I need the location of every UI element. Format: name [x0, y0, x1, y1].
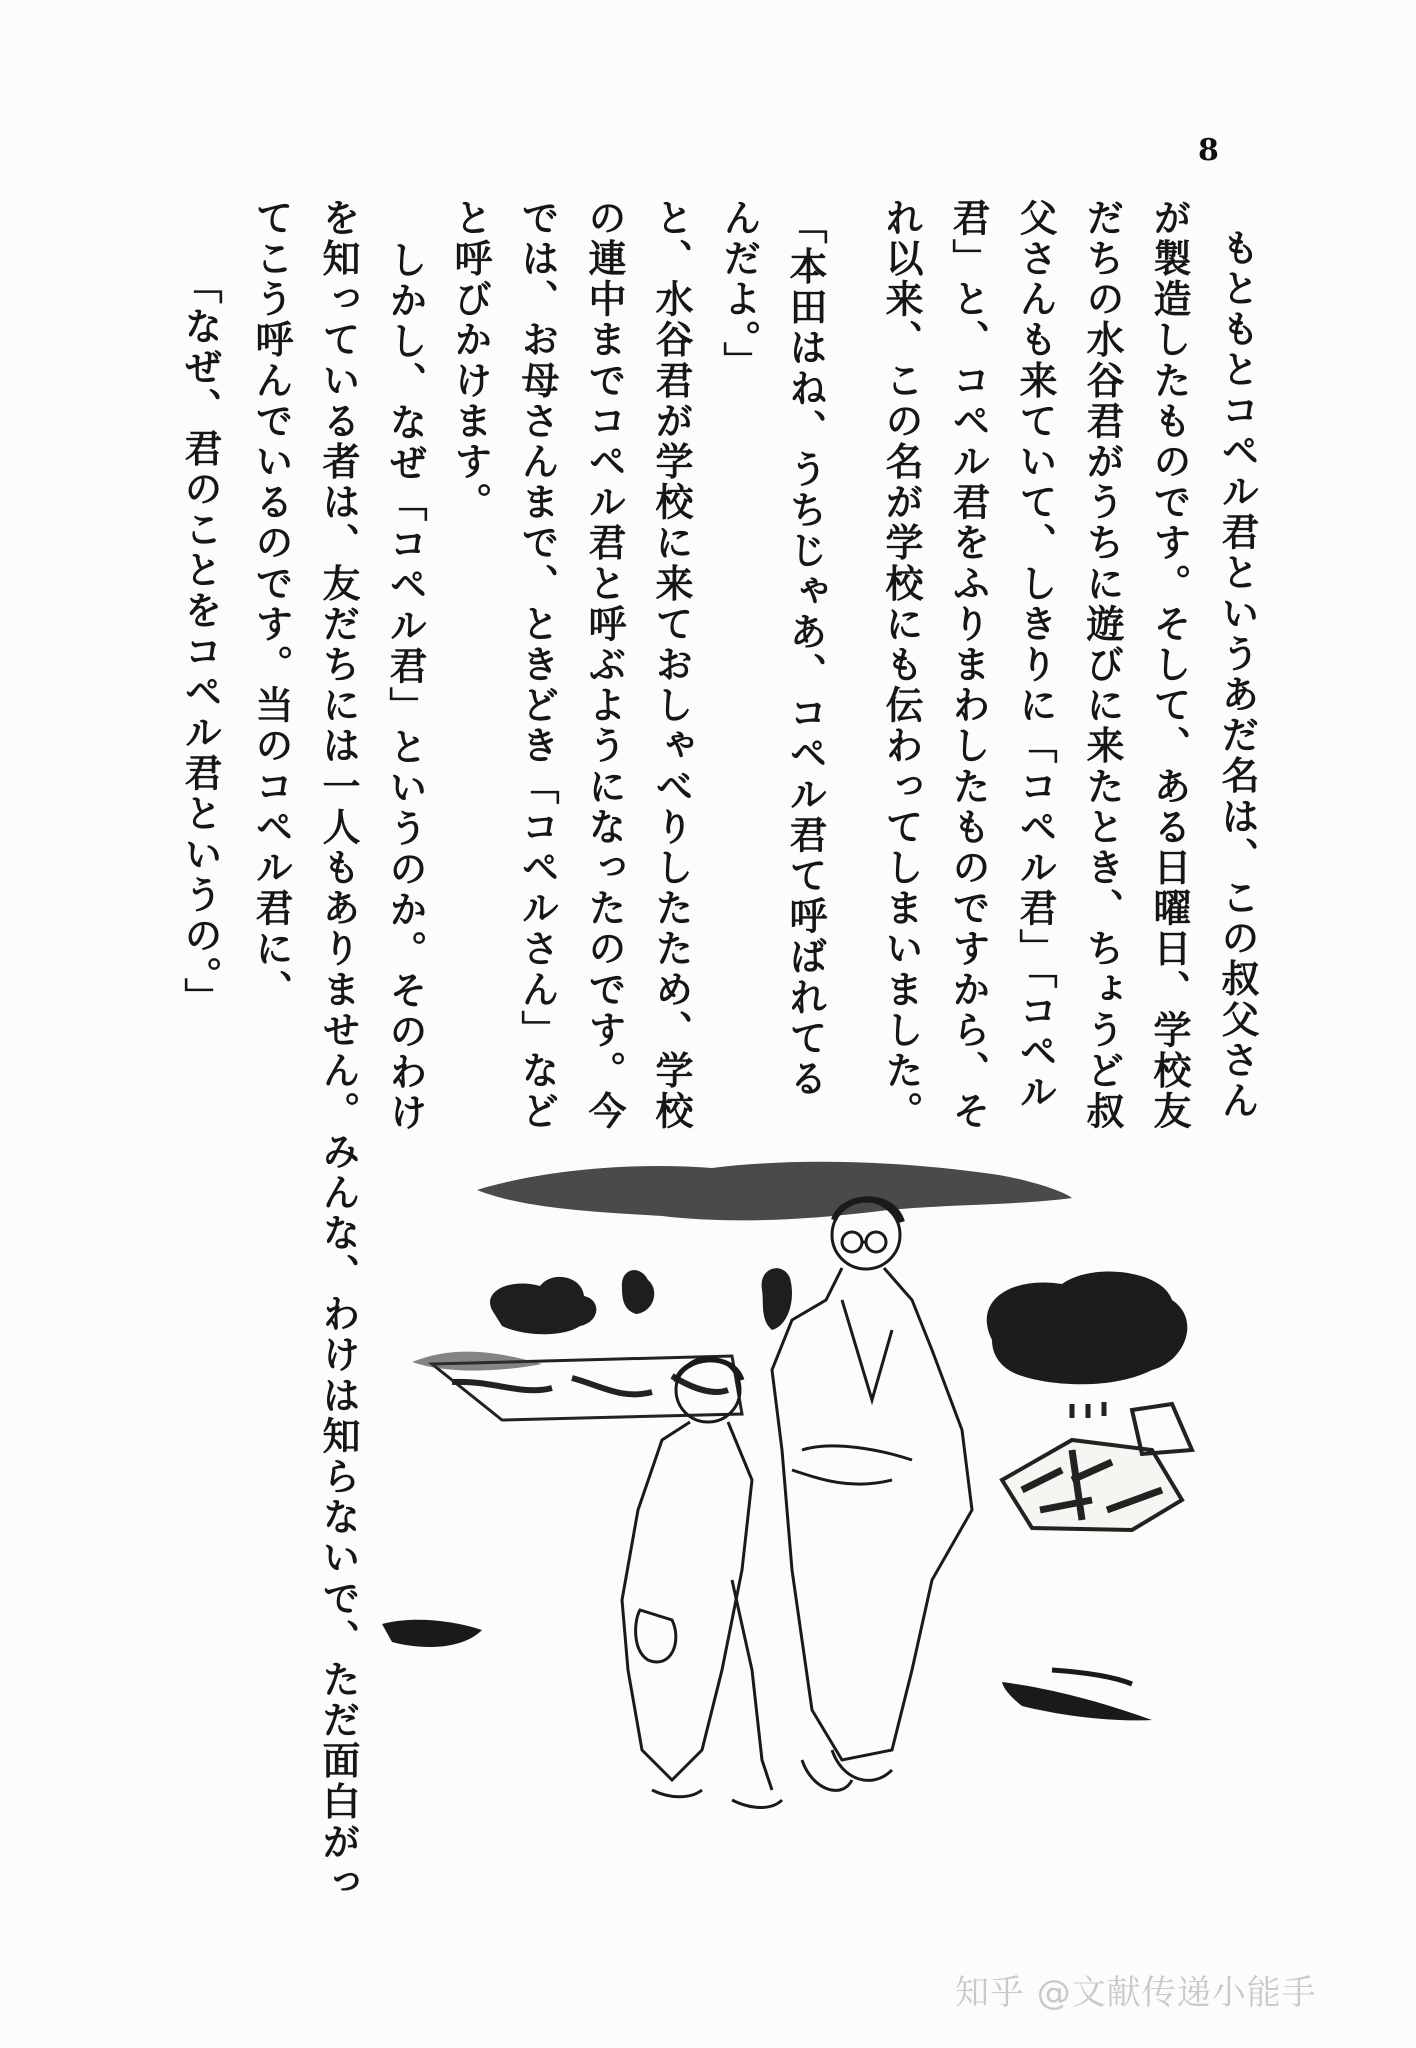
text-column-9: と、水谷君が学校に来ておしゃべりしたため、学校 [649, 198, 693, 1132]
man-figure [772, 1199, 972, 1790]
text-column-3: だちの水谷君がうちに遊びに来たとき、ちょうど叔 [1080, 198, 1124, 1132]
text-column-2: が製造したものです。そして、ある日曜日、学校友 [1147, 198, 1191, 1132]
text-column-8: んだよ。」 [717, 198, 761, 382]
cloud-band [477, 1162, 1072, 1221]
text-column-7: 「本田はね、うちじゃあ、コペル君て呼ばれてる [783, 206, 827, 1100]
boy-figure [622, 1358, 782, 1808]
text-column-15: てこう呼んでいるのです。当のコペル君に、 [249, 198, 293, 1010]
watermark: 知乎 @文献传递小能手 [955, 1973, 1317, 2013]
ground-shadow-left [382, 1620, 482, 1647]
text-column-4: 父さんも来ていて、しきりに「コペル君」「コペル [1013, 198, 1057, 1113]
text-column-14: を知っている者は、友だちには一人もありません。みんな、わけは知らないで、ただ面白がっ [316, 198, 360, 1904]
text-column-11: では、お母さんまで、ときどき「コペルさん」など [515, 198, 559, 1132]
page-number: 8 [1198, 133, 1219, 168]
text-column-16: 「なぜ、君のことをコペル君というの。」 [178, 266, 222, 1019]
bush-shape [762, 1268, 792, 1330]
text-column-10: の連中までコペル君と呼ぶようになったのです。今 [582, 198, 626, 1132]
tree-shape-right [987, 1271, 1188, 1384]
tree-shape-left [490, 1277, 596, 1334]
text-column-1: もともとコペル君というあだ名は、この叔父さん [1215, 228, 1259, 1122]
ink-illustration [372, 1150, 1252, 1910]
text-column-12: と呼びかけます。 [448, 198, 492, 523]
text-column-5: 君」と、コペル君をふりまわしたものですから、そ [946, 198, 990, 1132]
text-column-13: しかし、なぜ「コペル君」というのか。そのわけ [383, 240, 427, 1134]
tree-shape-mid [622, 1270, 654, 1314]
text-column-6: れ以来、この名が学校にも伝わってしまいました。 [879, 198, 923, 1132]
ground-shadow-right [1002, 1682, 1152, 1720]
